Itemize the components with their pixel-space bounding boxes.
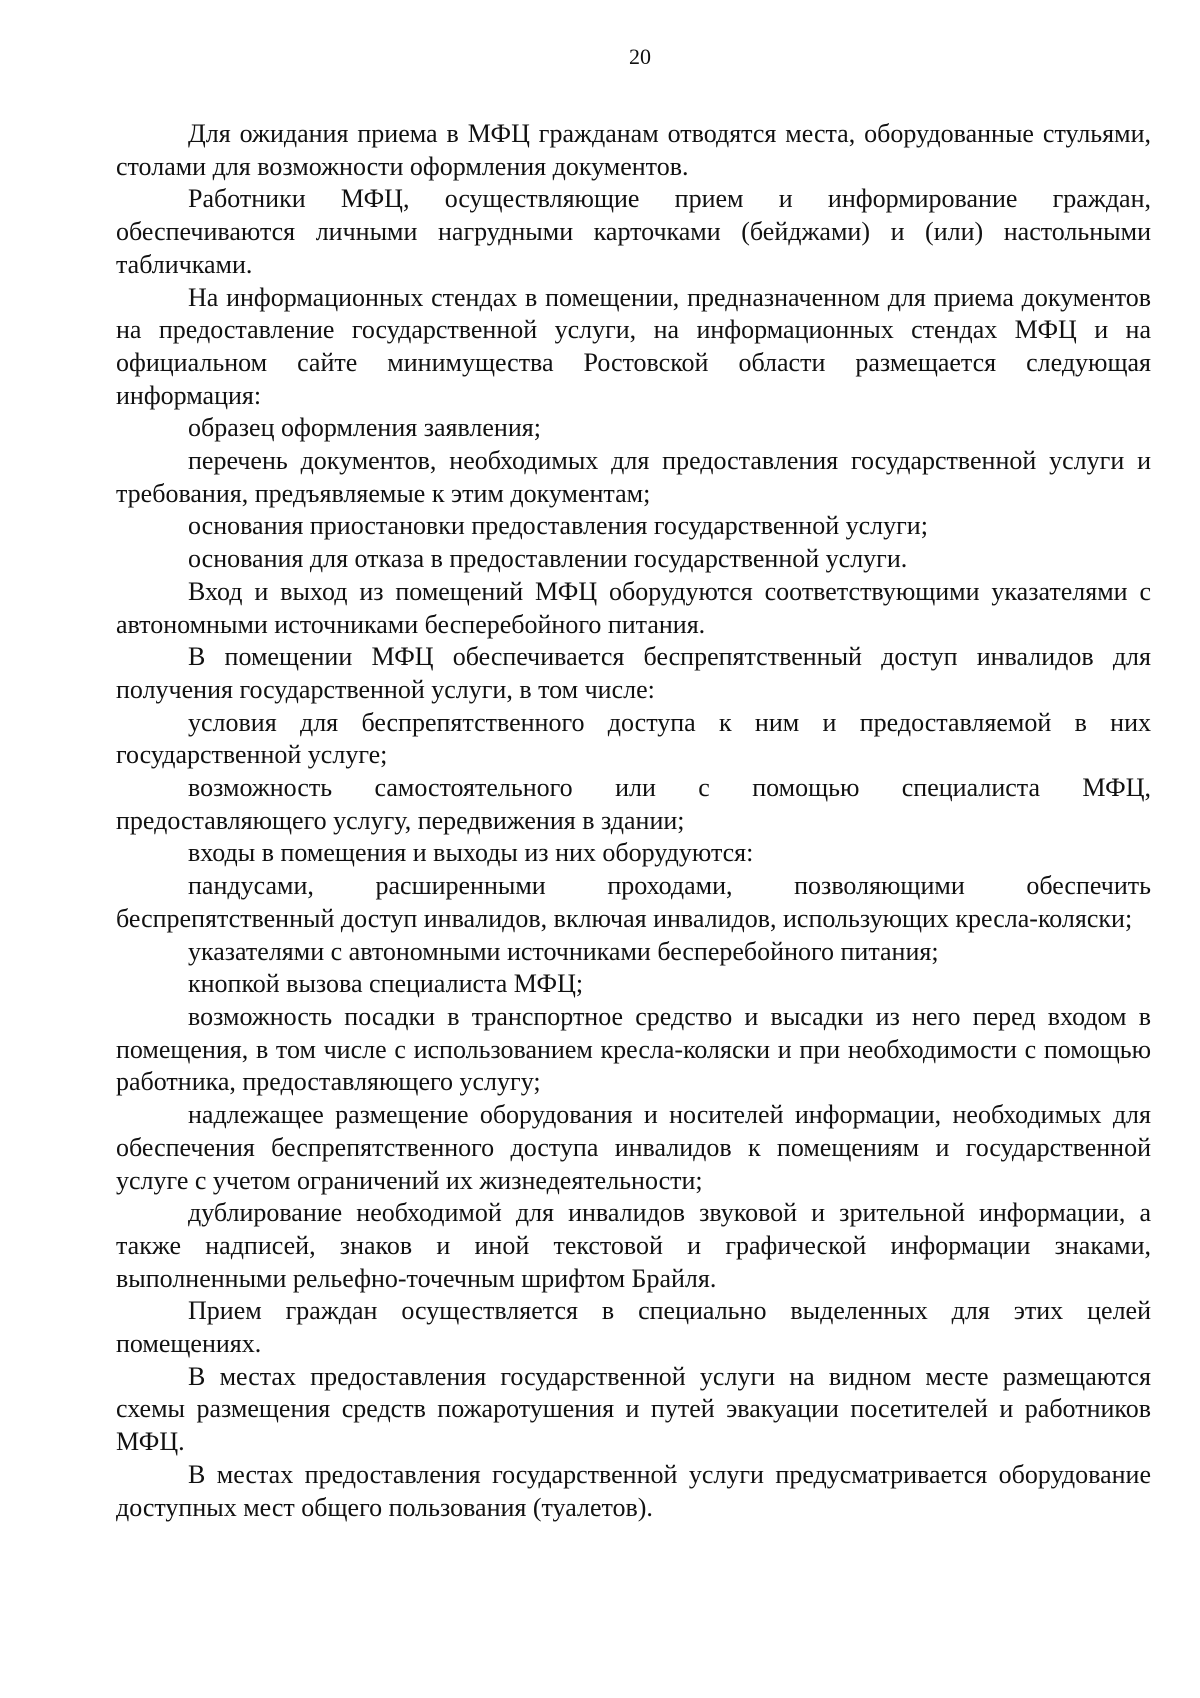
list-item: указателями с автономными источниками бесперебойного питания; [188,936,939,966]
document-body [116,118,1151,1524]
list-item: кнопкой вызова специалиста МФЦ; [188,969,584,999]
list-item: дублирование необходимой для инвалидов звуковой и зрительной информации, а также надписей, знаков и иной текстовой и графической информации знаками, выполненными рельефно-точечным шрифтом Брайля. [116,1198,1151,1293]
list-item: основания приостановки предоставления государственной услуги; [188,511,928,541]
list-item: основания для отказа в предоставлении государственной услуги. [188,544,908,574]
paragraph: На информационных стендах в помещении, предназначенном для приема документов на предоставление государственной услуги, на информационных стендах МФЦ и на официальном сайте минимущества Ростовской области размещается следующая информация: [116,282,1151,410]
paragraph: Вход и выход из помещений МФЦ оборудуются соответствующими указателями с автономными источниками бесперебойного питания. [116,576,1151,639]
paragraph: В местах предоставления государственной услуги предусматривается оборудование доступных мест общего пользования (туалетов). [116,1459,1151,1522]
list-item: условия для беспрепятственного доступа к ним и предоставляемой в них государственной услуге; [116,707,1151,770]
list-item: возможность посадки в транспортное средство и высадки из него перед входом в помещения, в том числе с использованием кресла-коляски и при необходимости с помощью работника, предоставляющего услугу; [116,1001,1151,1097]
page-number: 20 [629,44,651,69]
paragraph: В помещении МФЦ обеспечивается беспрепятственный доступ инвалидов для получения государственной услуги, в том числе: [116,642,1151,704]
list-item: надлежащее размещение оборудования и носителей информации, необходимых для обеспечения беспрепятственного доступа инвалидов к помещениям и государственной услуге с учетом ограничений их жизнедеятельности; [116,1100,1151,1195]
paragraph: Прием граждан осуществляется в специально выделенных для этих целей помещениях. [116,1296,1151,1359]
list-item: пандусами, расширенными проходами, позволяющими обеспечить беспрепятственный доступ инвалидов, включая инвалидов, использующих кресла-коляски; [116,871,1151,933]
list-item: возможность самостоятельного или с помощью специалиста МФЦ, предоставляющего услугу, передвижения в здании; [116,773,1151,835]
list-item: перечень документов, необходимых для предоставления государственной услуги и требования, предъявляемые к этим документам; [116,446,1151,508]
list-item: образец оформления заявления; [188,413,541,443]
paragraph: Для ожидания приема в МФЦ гражданам отводятся места, оборудованные стульями, столами для возможности оформления документов. [116,119,1151,181]
paragraph: Работники МФЦ, осуществляющие прием и информирование граждан, обеспечиваются личными нагрудными карточками (бейджами) и (или) настольными табличками. [116,184,1151,279]
list-item: входы в помещения и выходы из них оборудуются: [188,838,754,868]
paragraph: В местах предоставления государственной услуги на видном месте размещаются схемы размещения средств пожаротушения и путей эвакуации посетителей и работников МФЦ. [116,1361,1151,1457]
